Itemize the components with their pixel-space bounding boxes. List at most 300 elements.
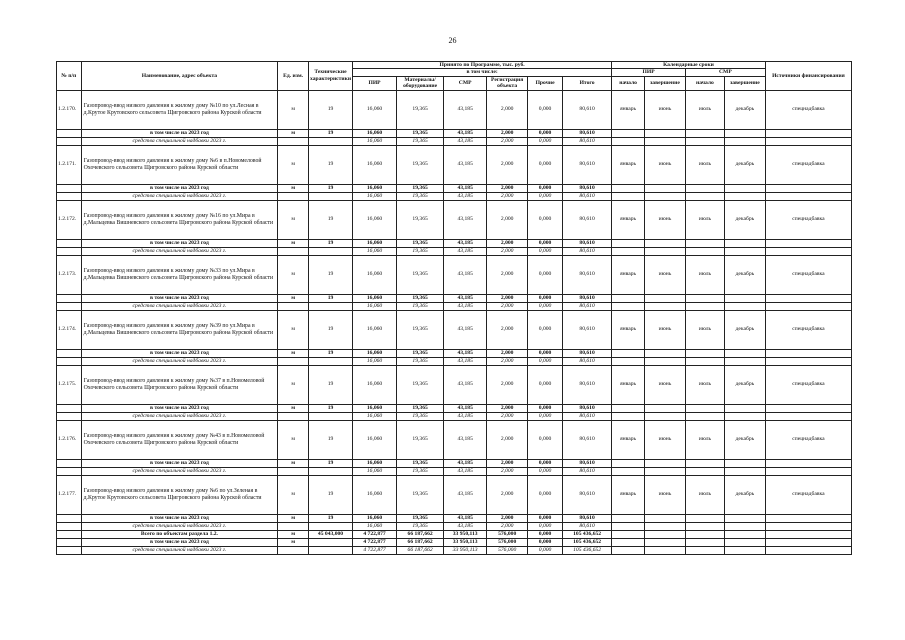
- special-fund-label: средства специальной надбавки 2023 г.: [81, 412, 278, 420]
- empty-cell: [765, 192, 851, 200]
- empty-cell: [612, 349, 645, 357]
- pir-end-cell: июнь: [644, 255, 685, 294]
- object-name: Газопровод-ввод низкого давления к жилому дому №6 по ул.Зеленая в д.Крутое Крутовского сельсовета Щигровского района Курской области: [81, 475, 278, 514]
- empty-cell: [278, 412, 309, 420]
- empty-cell: [612, 404, 645, 412]
- pir-cell: 16,060: [353, 200, 397, 239]
- other-cell: 0,000: [528, 365, 563, 404]
- smr-cell: 43,185: [444, 514, 487, 522]
- pir-cell: 16,060: [353, 420, 397, 459]
- special-fund-row: [57, 192, 852, 200]
- empty-cell: [612, 129, 645, 137]
- tech-cell: 19: [308, 349, 352, 357]
- smr-cell: 43,185: [444, 420, 487, 459]
- smr-cell: 33 950,113: [444, 538, 487, 546]
- registration-cell: 2,000: [487, 412, 528, 420]
- col-materials: Материалы/ оборудование: [397, 76, 444, 90]
- table-header: [57, 62, 852, 91]
- empty-cell: [685, 137, 724, 145]
- empty-cell: [612, 192, 645, 200]
- col-unit: Ед. изм.: [278, 62, 309, 91]
- total-cell: 80,610: [562, 412, 611, 420]
- smr-cell: 43,185: [444, 239, 487, 247]
- table-row: [57, 365, 852, 404]
- total-row: [57, 546, 852, 554]
- pir-end-cell: июнь: [644, 200, 685, 239]
- registration-cell: 2,000: [487, 357, 528, 365]
- table-body: [57, 90, 852, 554]
- empty-cell: [685, 546, 724, 554]
- pir-start-cell: январь: [612, 255, 645, 294]
- smr-cell: 43,185: [444, 294, 487, 302]
- smr-cell: 43,185: [444, 310, 487, 349]
- total-cell: 80,610: [562, 137, 611, 145]
- empty-cell: [644, 412, 685, 420]
- table-row: [57, 310, 852, 349]
- materials-cell: 66 187,662: [397, 538, 444, 546]
- row-index: 1.2.174.: [57, 310, 82, 349]
- tech-cell: 19: [308, 129, 352, 137]
- empty-cell: [765, 302, 851, 310]
- total-cell: 80,610: [562, 255, 611, 294]
- year-label: в том числе на 2023 год: [81, 349, 278, 357]
- unit-cell: м: [278, 200, 309, 239]
- empty-cell: [612, 538, 645, 546]
- registration-cell: 2,000: [487, 420, 528, 459]
- pir-cell: 4 722,877: [353, 538, 397, 546]
- empty-cell: [612, 239, 645, 247]
- pir-cell: 4 722,877: [353, 546, 397, 554]
- empty-cell: [278, 247, 309, 255]
- pir-start-cell: январь: [612, 200, 645, 239]
- col-pir-start: начало: [612, 76, 645, 90]
- pir-cell: 16,060: [353, 239, 397, 247]
- registration-cell: 2,000: [487, 467, 528, 475]
- pir-cell: 16,060: [353, 247, 397, 255]
- unit-cell: м: [278, 310, 309, 349]
- pir-end-cell: июнь: [644, 90, 685, 129]
- tech-cell: 19: [308, 294, 352, 302]
- page-number: 26: [448, 36, 457, 45]
- smr-start-cell: июль: [685, 255, 724, 294]
- materials-cell: 19,365: [397, 514, 444, 522]
- empty-cell: [685, 357, 724, 365]
- empty-cell: [57, 467, 82, 475]
- pir-cell: 16,060: [353, 522, 397, 530]
- empty-cell: [685, 129, 724, 137]
- empty-cell: [724, 357, 765, 365]
- empty-cell: [278, 467, 309, 475]
- empty-cell: [612, 514, 645, 522]
- row-index: 1.2.173.: [57, 255, 82, 294]
- empty-cell: [765, 239, 851, 247]
- smr-start-cell: июль: [685, 200, 724, 239]
- empty-cell: [765, 546, 851, 554]
- empty-cell: [644, 239, 685, 247]
- program-table: [56, 61, 852, 555]
- smr-start-cell: июль: [685, 365, 724, 404]
- empty-cell: [644, 137, 685, 145]
- other-cell: 0,000: [528, 129, 563, 137]
- total-label: Всего по объектам раздела 1.2.: [81, 530, 278, 538]
- object-name: Газопровод-ввод низкого давления к жилому дому №39 по ул.Мира в д.Мальцевка Вишневского сельсовета Щигровского района Курской области: [81, 310, 278, 349]
- total-cell: 80,610: [562, 349, 611, 357]
- registration-cell: 2,000: [487, 239, 528, 247]
- smr-cell: 43,185: [444, 357, 487, 365]
- tech-cell: 19: [308, 200, 352, 239]
- smr-cell: 43,185: [444, 200, 487, 239]
- empty-cell: [57, 294, 82, 302]
- other-cell: 0,000: [528, 538, 563, 546]
- smr-cell: 43,185: [444, 145, 487, 184]
- empty-cell: [765, 137, 851, 145]
- pir-cell: 16,060: [353, 294, 397, 302]
- empty-cell: [308, 302, 352, 310]
- empty-cell: [724, 530, 765, 538]
- empty-cell: [57, 239, 82, 247]
- smr-cell: 33 950,113: [444, 530, 487, 538]
- year-subtotal-row: [57, 184, 852, 192]
- registration-cell: 2,000: [487, 459, 528, 467]
- total-row: [57, 530, 852, 538]
- pir-start-cell: январь: [612, 90, 645, 129]
- unit-cell: м: [278, 459, 309, 467]
- year-label: в том числе на 2023 год: [81, 514, 278, 522]
- empty-cell: [57, 349, 82, 357]
- materials-cell: 19,365: [397, 137, 444, 145]
- total-cell: 105 436,652: [562, 546, 611, 554]
- pir-cell: 16,060: [353, 129, 397, 137]
- tech-cell: 19: [308, 310, 352, 349]
- materials-cell: 19,365: [397, 90, 444, 129]
- empty-cell: [685, 349, 724, 357]
- special-fund-label: средства специальной надбавки 2023 г.: [81, 192, 278, 200]
- empty-cell: [685, 467, 724, 475]
- empty-cell: [724, 137, 765, 145]
- materials-cell: 19,365: [397, 365, 444, 404]
- total-cell: 80,610: [562, 192, 611, 200]
- other-cell: 0,000: [528, 239, 563, 247]
- empty-cell: [57, 184, 82, 192]
- empty-cell: [724, 247, 765, 255]
- empty-cell: [57, 412, 82, 420]
- col-smr-start: начало: [685, 76, 724, 90]
- empty-cell: [612, 530, 645, 538]
- total-cell: 80,610: [562, 200, 611, 239]
- materials-cell: 19,365: [397, 239, 444, 247]
- table-row: [57, 200, 852, 239]
- other-cell: 0,000: [528, 90, 563, 129]
- empty-cell: [57, 357, 82, 365]
- other-cell: 0,000: [528, 412, 563, 420]
- registration-cell: 2,000: [487, 404, 528, 412]
- empty-cell: [765, 412, 851, 420]
- registration-cell: 2,000: [487, 475, 528, 514]
- year-subtotal-row: [57, 404, 852, 412]
- materials-cell: 66 187,662: [397, 546, 444, 554]
- registration-cell: 2,000: [487, 514, 528, 522]
- empty-cell: [278, 357, 309, 365]
- tech-cell: 19: [308, 404, 352, 412]
- other-cell: 0,000: [528, 475, 563, 514]
- tech-cell: 19: [308, 420, 352, 459]
- materials-cell: 19,365: [397, 475, 444, 514]
- other-cell: 0,000: [528, 467, 563, 475]
- empty-cell: [644, 404, 685, 412]
- smr-cell: 43,185: [444, 475, 487, 514]
- object-name: Газопровод-ввод низкого давления к жилому дому №16 по ул.Мира в д.Мальцевка Вишневского сельсовета Щигровского района Курской области: [81, 200, 278, 239]
- col-tech: Технические характеристики: [308, 62, 352, 91]
- other-cell: 0,000: [528, 404, 563, 412]
- total-label: в том числе на 2023 год: [81, 538, 278, 546]
- empty-cell: [308, 137, 352, 145]
- empty-cell: [685, 184, 724, 192]
- smr-cell: 43,185: [444, 467, 487, 475]
- empty-cell: [57, 129, 82, 137]
- total-cell: 80,610: [562, 365, 611, 404]
- registration-cell: 2,000: [487, 255, 528, 294]
- col-other: Прочие: [528, 76, 563, 90]
- pir-cell: 16,060: [353, 184, 397, 192]
- col-calendar: Календарные сроки: [612, 62, 766, 69]
- unit-cell: м: [278, 420, 309, 459]
- special-fund-label: средства специальной надбавки 2023 г.: [81, 522, 278, 530]
- special-fund-row: [57, 412, 852, 420]
- empty-cell: [685, 459, 724, 467]
- smr-end-cell: декабрь: [724, 475, 765, 514]
- materials-cell: 19,365: [397, 302, 444, 310]
- registration-cell: 576,000: [487, 538, 528, 546]
- empty-cell: [685, 412, 724, 420]
- tech-cell: 19: [308, 514, 352, 522]
- tech-cell: 19: [308, 239, 352, 247]
- source-cell: спецнадбавка: [765, 365, 851, 404]
- total-cell: 105 436,652: [562, 530, 611, 538]
- total-cell: 80,610: [562, 302, 611, 310]
- empty-cell: [765, 349, 851, 357]
- special-fund-row: [57, 357, 852, 365]
- pir-cell: 16,060: [353, 310, 397, 349]
- empty-cell: [57, 514, 82, 522]
- special-fund-row: [57, 302, 852, 310]
- col-cal-pir: ПИР: [612, 69, 686, 76]
- empty-cell: [612, 184, 645, 192]
- total-row: [57, 538, 852, 546]
- smr-start-cell: июль: [685, 310, 724, 349]
- smr-end-cell: декабрь: [724, 145, 765, 184]
- smr-start-cell: июль: [685, 475, 724, 514]
- other-cell: 0,000: [528, 310, 563, 349]
- pir-cell: 16,060: [353, 459, 397, 467]
- pir-cell: 16,060: [353, 514, 397, 522]
- total-cell: 80,610: [562, 90, 611, 129]
- registration-cell: 2,000: [487, 129, 528, 137]
- empty-cell: [685, 192, 724, 200]
- col-no: № п/п: [57, 62, 82, 91]
- empty-cell: [57, 302, 82, 310]
- empty-cell: [57, 530, 82, 538]
- registration-cell: 2,000: [487, 302, 528, 310]
- unit-cell: м: [278, 538, 309, 546]
- empty-cell: [765, 522, 851, 530]
- other-cell: 0,000: [528, 137, 563, 145]
- unit-cell: м: [278, 294, 309, 302]
- registration-cell: 2,000: [487, 145, 528, 184]
- materials-cell: 19,365: [397, 467, 444, 475]
- registration-cell: 2,000: [487, 349, 528, 357]
- empty-cell: [57, 538, 82, 546]
- empty-cell: [644, 294, 685, 302]
- empty-cell: [308, 357, 352, 365]
- smr-cell: 43,185: [444, 522, 487, 530]
- empty-cell: [765, 247, 851, 255]
- special-fund-label: средства специальной надбавки 2023 г.: [81, 247, 278, 255]
- materials-cell: 66 187,662: [397, 530, 444, 538]
- year-subtotal-row: [57, 349, 852, 357]
- year-label: в том числе на 2023 год: [81, 294, 278, 302]
- materials-cell: 19,365: [397, 404, 444, 412]
- empty-cell: [644, 302, 685, 310]
- materials-cell: 19,365: [397, 357, 444, 365]
- empty-cell: [644, 357, 685, 365]
- tech-cell: 19: [308, 365, 352, 404]
- pir-start-cell: январь: [612, 145, 645, 184]
- materials-cell: 19,365: [397, 129, 444, 137]
- special-fund-row: [57, 247, 852, 255]
- unit-cell: м: [278, 239, 309, 247]
- empty-cell: [724, 302, 765, 310]
- total-cell: 105 436,652: [562, 538, 611, 546]
- smr-cell: 43,185: [444, 349, 487, 357]
- special-fund-row: [57, 467, 852, 475]
- col-name: Наименование, адрес объекта: [81, 62, 278, 91]
- total-cell: 80,610: [562, 357, 611, 365]
- registration-cell: 2,000: [487, 522, 528, 530]
- year-subtotal-row: [57, 514, 852, 522]
- pir-cell: 16,060: [353, 192, 397, 200]
- pir-end-cell: июнь: [644, 145, 685, 184]
- registration-cell: 2,000: [487, 310, 528, 349]
- other-cell: 0,000: [528, 514, 563, 522]
- empty-cell: [765, 404, 851, 412]
- year-label: в том числе на 2023 год: [81, 459, 278, 467]
- empty-cell: [644, 538, 685, 546]
- empty-cell: [57, 247, 82, 255]
- empty-cell: [724, 294, 765, 302]
- pir-cell: 16,060: [353, 349, 397, 357]
- total-cell: 80,610: [562, 475, 611, 514]
- unit-cell: м: [278, 255, 309, 294]
- empty-cell: [612, 294, 645, 302]
- smr-end-cell: декабрь: [724, 200, 765, 239]
- smr-cell: 43,185: [444, 184, 487, 192]
- special-fund-label: средства специальной надбавки 2023 г.: [81, 357, 278, 365]
- special-fund-row: [57, 137, 852, 145]
- materials-cell: 19,365: [397, 145, 444, 184]
- tech-cell: 19: [308, 184, 352, 192]
- empty-cell: [308, 192, 352, 200]
- empty-cell: [765, 129, 851, 137]
- source-cell: спецнадбавка: [765, 310, 851, 349]
- row-index: 1.2.176.: [57, 420, 82, 459]
- empty-cell: [685, 530, 724, 538]
- other-cell: 0,000: [528, 522, 563, 530]
- total-cell: 80,610: [562, 514, 611, 522]
- empty-cell: [685, 239, 724, 247]
- empty-cell: [644, 129, 685, 137]
- row-index: 1.2.177.: [57, 475, 82, 514]
- col-cal-smr: СМР: [685, 69, 765, 76]
- object-name: Газопровод-ввод низкого давления к жилому дому №33 по ул.Мира в д.Мальцевка Вишневского сельсовета Щигровского района Курской области: [81, 255, 278, 294]
- tech-cell: 19: [308, 90, 352, 129]
- empty-cell: [724, 129, 765, 137]
- materials-cell: 19,365: [397, 294, 444, 302]
- other-cell: 0,000: [528, 255, 563, 294]
- empty-cell: [57, 522, 82, 530]
- empty-cell: [724, 349, 765, 357]
- smr-cell: 43,185: [444, 459, 487, 467]
- empty-cell: [685, 294, 724, 302]
- table-row: [57, 255, 852, 294]
- total-cell: 80,610: [562, 420, 611, 459]
- pir-cell: 16,060: [353, 302, 397, 310]
- empty-cell: [724, 184, 765, 192]
- empty-cell: [612, 546, 645, 554]
- empty-cell: [765, 538, 851, 546]
- smr-cell: 43,185: [444, 129, 487, 137]
- empty-cell: [765, 184, 851, 192]
- materials-cell: 19,365: [397, 522, 444, 530]
- empty-cell: [644, 546, 685, 554]
- pir-end-cell: июнь: [644, 420, 685, 459]
- col-total: Итого: [562, 76, 611, 90]
- smr-end-cell: декабрь: [724, 365, 765, 404]
- pir-start-cell: январь: [612, 475, 645, 514]
- pir-cell: 16,060: [353, 90, 397, 129]
- materials-cell: 19,365: [397, 255, 444, 294]
- smr-cell: 43,185: [444, 365, 487, 404]
- empty-cell: [612, 137, 645, 145]
- year-label: в том числе на 2023 год: [81, 129, 278, 137]
- registration-cell: 576,000: [487, 530, 528, 538]
- pir-end-cell: июнь: [644, 365, 685, 404]
- other-cell: 0,000: [528, 302, 563, 310]
- smr-cell: 43,185: [444, 90, 487, 129]
- empty-cell: [57, 137, 82, 145]
- pir-cell: 16,060: [353, 365, 397, 404]
- unit-cell: м: [278, 145, 309, 184]
- empty-cell: [308, 467, 352, 475]
- tech-cell: 19: [308, 145, 352, 184]
- source-cell: спецнадбавка: [765, 200, 851, 239]
- special-fund-label: средства специальной надбавки 2023 г.: [81, 302, 278, 310]
- smr-start-cell: июль: [685, 420, 724, 459]
- row-index: 1.2.171.: [57, 145, 82, 184]
- empty-cell: [644, 514, 685, 522]
- smr-cell: 43,185: [444, 192, 487, 200]
- empty-cell: [724, 459, 765, 467]
- empty-cell: [612, 302, 645, 310]
- table-row: [57, 145, 852, 184]
- unit-cell: м: [278, 404, 309, 412]
- unit-cell: м: [278, 530, 309, 538]
- tech-cell: [308, 538, 352, 546]
- empty-cell: [644, 184, 685, 192]
- empty-cell: [612, 522, 645, 530]
- materials-cell: 19,365: [397, 459, 444, 467]
- smr-cell: 43,185: [444, 137, 487, 145]
- smr-end-cell: декабрь: [724, 90, 765, 129]
